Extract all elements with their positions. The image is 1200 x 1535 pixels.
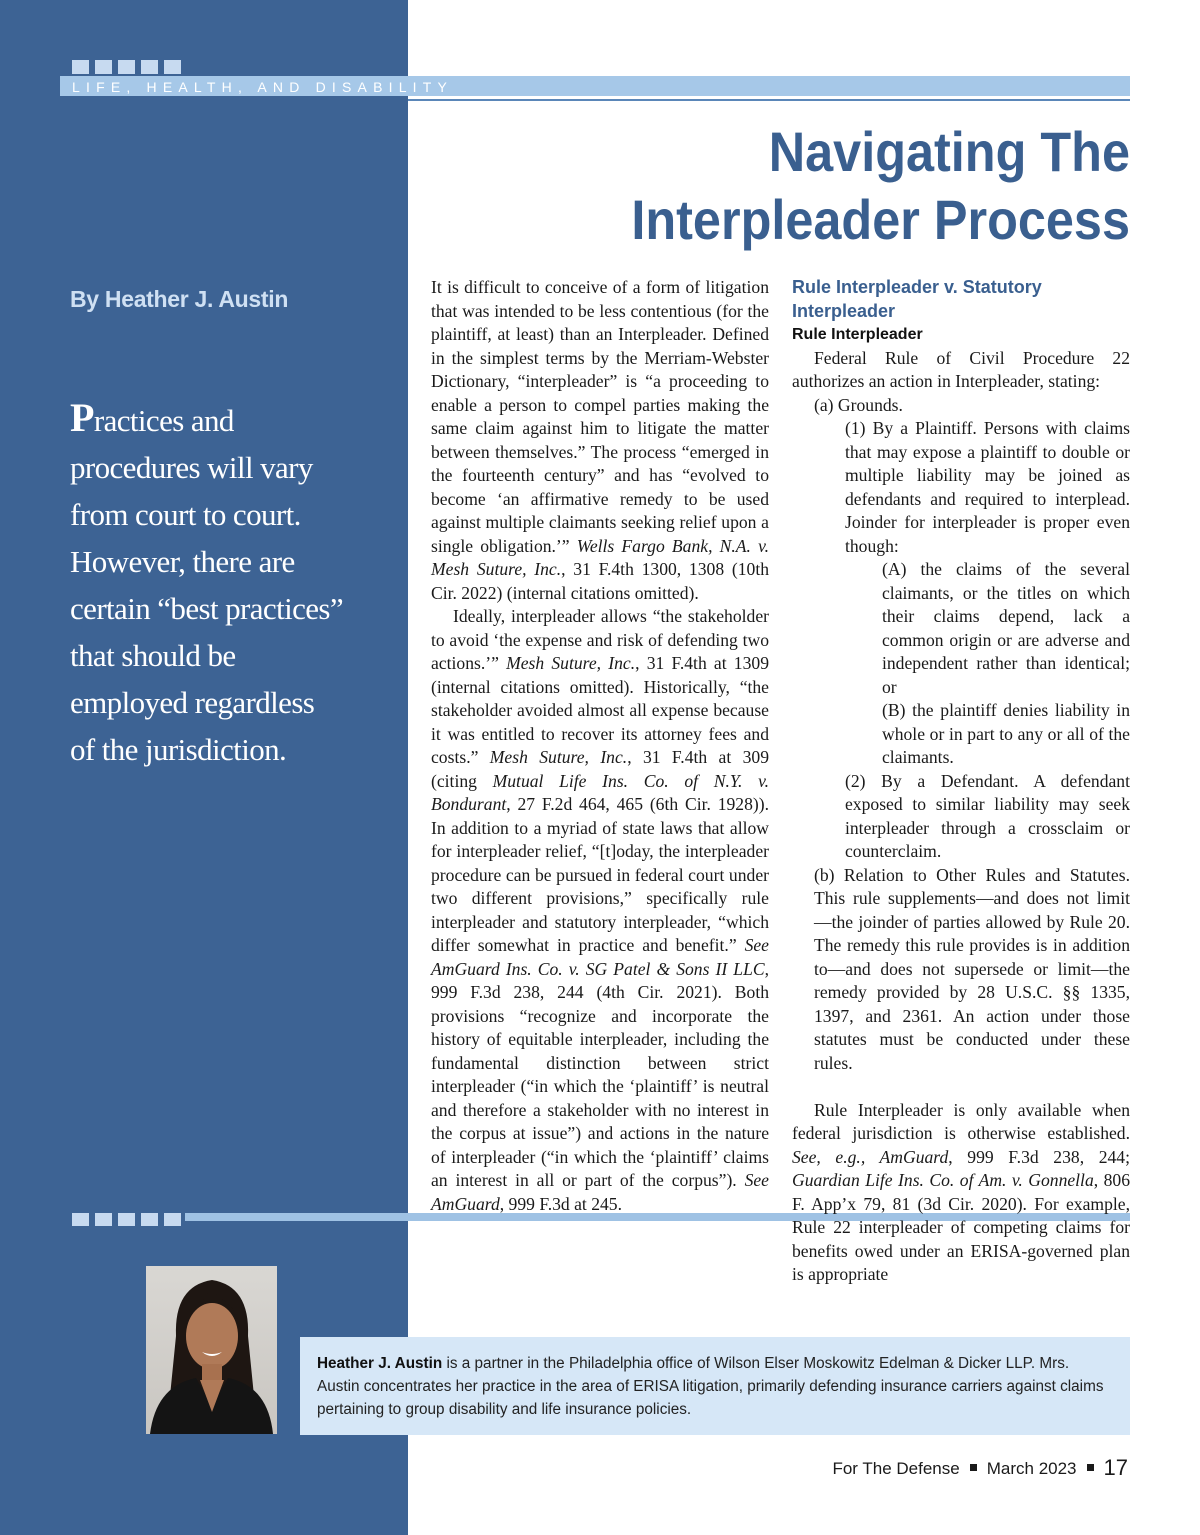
rule-clause: (a) Grounds. <box>814 394 903 415</box>
case-citation: See AmGuard Ins. Co. v. SG Patel & Sons II LLC <box>431 935 769 979</box>
title-line-2: Interpleader Process <box>631 188 1130 251</box>
page-number: 17 <box>1103 1455 1128 1480</box>
pull-quote-line: employed regardless <box>70 685 315 720</box>
subsection-heading: Rule Interpleader <box>792 326 923 343</box>
bullet-separator <box>970 1464 977 1471</box>
rule-clause: (1) By a Plaintiff. Persons with claims that may expose a plaintiff to double or multiple liability may be joined as defendants and required to interplead. Joinder for interpleader is proper even though: <box>845 418 1130 556</box>
pull-quote-line: However, there are <box>70 544 295 579</box>
case-citation: Mutual Life Ins. Co. of N.Y. v. Bondurant <box>431 770 769 814</box>
paragraph: Federal Rule of Civil Procedure 22 authorizes an action in Interpleader, stating: <box>792 347 1130 391</box>
page-footer <box>832 1455 1128 1481</box>
pull-quote-line: procedures will vary <box>70 450 313 485</box>
section-rule <box>408 99 1130 101</box>
pull-quote-line: of the jurisdiction. <box>70 732 287 767</box>
article-column-2 <box>792 276 1130 1287</box>
pull-quote-line: that should be <box>70 638 236 673</box>
pull-quote-line: certain “best practices” <box>70 591 344 626</box>
case-citation: Mesh Suture, Inc. <box>506 653 636 673</box>
article-column-1 <box>431 276 769 1216</box>
section-label: LIFE, HEALTH, AND DISABILITY <box>72 79 454 95</box>
section-heading: Rule Interpleader v. Statutory Interpleader <box>792 277 1042 321</box>
paragraph: Rule Interpleader is only available when federal jurisdiction is otherwise established. See, e.g., AmGuard, 999 F.3d 238, 244; Guardian Life Ins. Co. of Am. v. Gonnella, 806 F. App’x 79, 81 (3d Cir. 2020). For example, Rule 22 interpleader of competing claims for benefits owed under an ERISA-governed plan is appropriate <box>792 1099 1130 1284</box>
issue-date: March 2023 <box>986 1459 1077 1478</box>
author-photo <box>146 1266 277 1434</box>
bullet-separator <box>1087 1464 1094 1471</box>
pull-quote <box>70 394 390 773</box>
publication-name: For The Defense <box>832 1459 960 1478</box>
rule-clause: (2) By a Defendant. A defendant exposed to similar liability may seek interpleader through a crossclaim or counterclaim. <box>845 770 1130 861</box>
case-citation: Guardian Life Ins. Co. of Am. v. Gonnella <box>792 1170 1094 1190</box>
rule-clause: (A) the claims of the several claimants, or the titles on which their claims depend, lack a common origin or are adverse and independent rather than identical; or <box>882 559 1130 697</box>
paragraph: It is difficult to conceive of a form of litigation that was intended to be less contentious (for the plaintiff, at least) than an Interpleader. Defined in the simplest terms by the Merriam-Webster Dictionary, “interpleader” is “a proceeding to enable a person to compel parties making the same claim against him to litigate the matter between themselves.” The process “emerged in the fourteenth century” and has “evolved to become ‘an affirmative remedy to be used against multiple claimants seeking relief upon a single obligation.’” Wells Fargo Bank, N.A. v. Mesh Suture, Inc., 31 F.4th 1300, 1308 (10th Cir. 2022) (internal citations omitted). <box>431 277 769 603</box>
case-citation: See, e.g., AmGuard <box>792 1146 949 1167</box>
case-citation: Mesh Suture, Inc. <box>489 747 628 767</box>
title-line-1: Navigating The <box>768 120 1130 183</box>
pull-quote-line: from court to court. <box>70 497 301 532</box>
article-title <box>500 118 1130 254</box>
pull-quote-line: ractices and <box>93 403 234 438</box>
bio-author-name: Heather J. Austin <box>317 1355 443 1372</box>
author-bio <box>300 1337 1130 1435</box>
byline: By Heather J. Austin <box>70 286 289 312</box>
paragraph: Ideally, interpleader allows “the stakeholder to avoid ‘the expense and risk of defending two actions.’” Mesh Suture, Inc., 31 F.4th at 1309 (internal citations omitted). Historically, “the stakeholder avoided almost all expense because it was entitled to recover its attorney fees and costs.” Mesh Suture, Inc., 31 F.4th at 309 (citing Mutual Life Ins. Co. of N.Y. v. Bondurant, 27 F.2d 464, 465 (6th Cir. 1928)). In addition to a myriad of state laws that allow for interpleader relief, “[t]oday, the interpleader procedure can be pursued in federal court under two different provisions,” specifically rule interpleader and statutory interpleader, “which differ somewhat in practice and benefit.” See AmGuard Ins. Co. v. SG Patel & Sons II LLC, 999 F.3d 238, 244 (4th Cir. 2021). Both provisions “recognize and incorporate the history of equitable interpleader, including the fundamental distinction between strict interpleader (“in which the ‘plaintiff’ is neutral and therefore a stakeholder with no interest in the corpus at issue”) and actions in the nature of interpleader (“in which the ‘plaintiff’ claims an interest in all or part of the corpus”). See AmGuard, 999 F.3d at 245. <box>431 606 770 1214</box>
decorative-squares-top <box>72 60 181 74</box>
bio-text: is a partner in the Philadelphia office of Wilson Elser Moskowitz Edelman & Dicker LLP. Mrs. Austin concentrates her practice in the area of ERISA litigation, primarily defending insurance carriers against claims pertaining to group disability and life insurance policies. <box>317 1355 1104 1418</box>
case-citation: Wells Fargo Bank, N.A. v. Mesh Suture, Inc. <box>431 535 769 579</box>
case-citation: See AmGuard <box>431 1170 769 1214</box>
rule-clause: (b) Relation to Other Rules and Statutes. This rule supplements—and does not limit—the joinder of parties allowed by Rule 20. The remedy this rule provides is in addition to—and does not supersede or limit—the remedy provided by 28 U.S.C. §§ 1335, 1397, and 2361. An action under those statutes must be conducted under these rules. <box>814 864 1130 1073</box>
pull-quote-dropcap: P <box>70 395 94 440</box>
rule-clause: (B) the plaintiff denies liability in whole or in part to any or all of the claimants. <box>882 700 1130 767</box>
decorative-squares-mid <box>72 1213 181 1226</box>
